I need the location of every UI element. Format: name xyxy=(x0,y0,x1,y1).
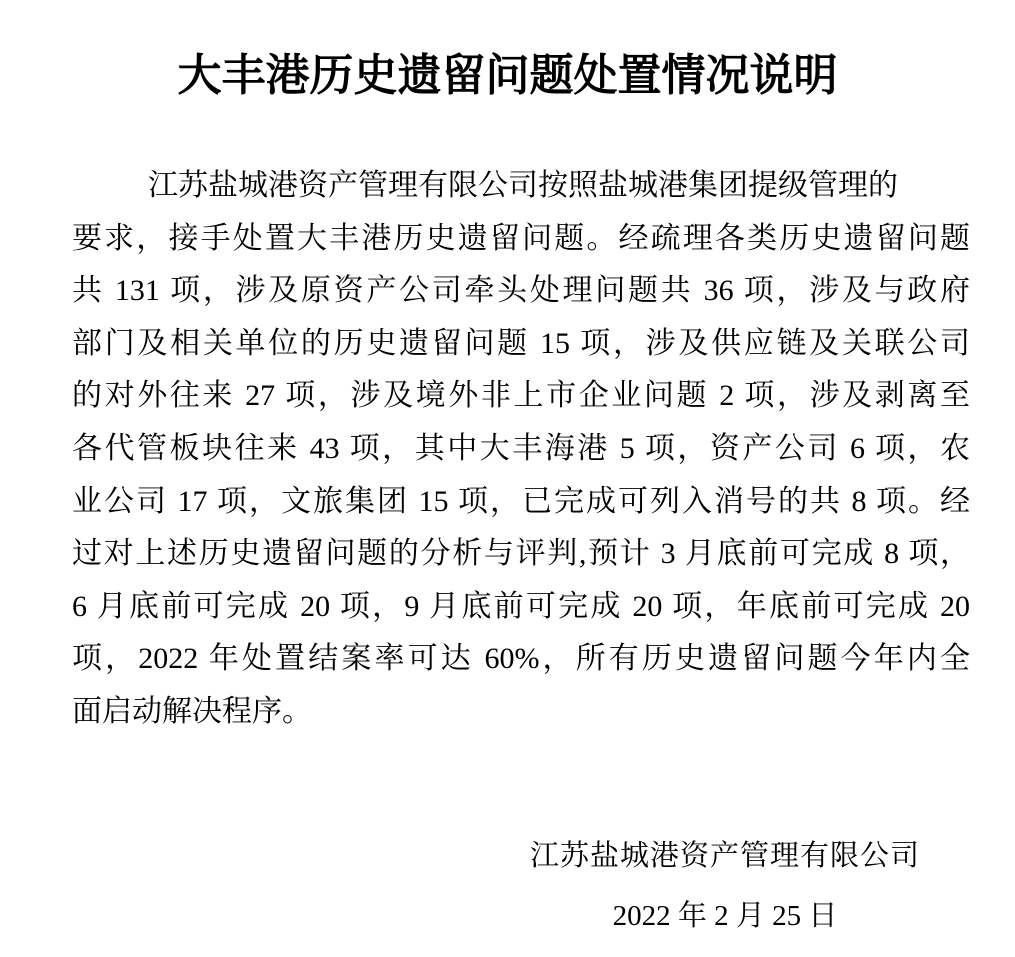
body-line: 业公司 17 项，文旅集团 15 项，已完成可列入消号的共 8 项。经 xyxy=(72,484,970,518)
body-line: 部门及相关单位的历史遗留问题 15 项，涉及供应链及关联公司 xyxy=(72,326,970,360)
body-line: 各代管板块往来 43 项，其中大丰海港 5 项，资产公司 6 项，农 xyxy=(72,431,970,465)
body-line: 面启动解决程序。 xyxy=(72,694,312,728)
body-line: 江苏盐城港资产管理有限公司按照盐城港集团提级管理的 xyxy=(148,169,898,202)
signature-company: 江苏盐城港资产管理有限公司 xyxy=(529,840,920,872)
signature-block xyxy=(530,838,920,934)
document-body xyxy=(72,160,970,739)
body-line: 项，2022 年处置结案率可达 60%，所有历史遗留问题今年内全 xyxy=(72,642,970,676)
signature-inner xyxy=(530,838,920,934)
body-line: 6 月底前可完成 20 项，9 月底前可完成 20 项，年底前可完成 20 xyxy=(72,589,970,623)
body-line: 的对外往来 27 项，涉及境外非上市企业问题 2 项，涉及剥离至 xyxy=(72,379,970,413)
body-line: 共 131 项，涉及原资产公司牵头处理问题共 36 项，涉及与政府 xyxy=(72,274,970,308)
signature-date: 2022 年 2 月 25 日 xyxy=(612,900,838,932)
document-title: 大丰港历史遗留问题处置情况说明 xyxy=(177,51,838,100)
body-line: 要求，接手处置大丰港历史遗留问题。经疏理各类历史遗留问题 xyxy=(72,221,970,255)
body-line: 过对上述历史遗留问题的分析与评判,预计 3 月底前可完成 8 项， xyxy=(72,537,970,571)
